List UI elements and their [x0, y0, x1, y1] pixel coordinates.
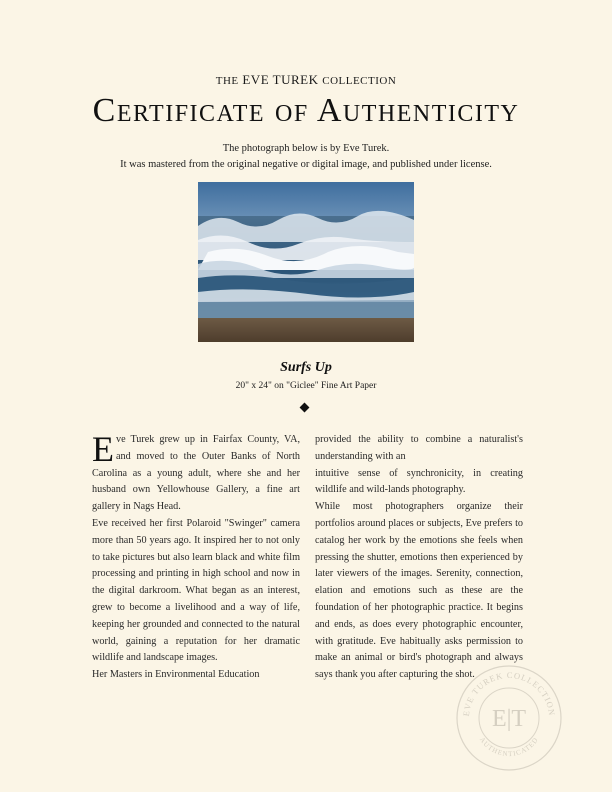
- collection-line: [0, 72, 612, 88]
- collection-suffix: COLLECTION: [322, 75, 397, 87]
- bio-left-paragraph-1: Eve Turek grew up in Fairfax County, VA, and moved to the Outer Banks of North Carolina as a young adult, where she and her husband own Yellowhouse Gallery, a fine art gallery in Nags Head.: [92, 429, 300, 513]
- seal-monogram: E|T: [491, 706, 527, 732]
- bio-right-paragraph-2: intuitive sense of synchronicity, in creating wildlife and wild-lands photography.: [315, 467, 523, 496]
- bio-right-paragraph-3: While most photographers organize their portfolios around places or subjects, Eve prefers to catalog her work by the emotions she feels when pressing the shutter, emotions then experienced by later viewers of the images. Serenity, connection, elation and emotions such as these are the foundation of her photographic practice. It begins and ends, as does every photographic encounter, with gratitude. Eve habitually asks permission to make an animal or bird's photograph and always says thank you after capturing the shot.: [315, 501, 523, 681]
- diamond-divider-icon: [300, 403, 310, 413]
- bio-right-paragraph-1: provided the ability to combine a naturalist's understanding with an: [315, 434, 523, 462]
- photo-spec: 20" x 24" on "Giclee" Fine Art Paper: [235, 381, 377, 391]
- drop-cap: E: [92, 429, 114, 469]
- certificate-title: Certificate of Authenticity: [92, 92, 520, 129]
- seal-top-text: EVE TUREK COLLECTION: [460, 669, 558, 717]
- collection-name: EVE TUREK: [242, 72, 319, 87]
- bio-left-paragraph-2: Eve received her first Polaroid "Swinger" camera more than 50 years ago. It inspired her to not only to take pictures but also learn black and white film processing and printing in high school and now in the digital darkroom. What began as an interest, grew to become a livelihood and a way of life, keeping her grounded and connected to the natural world, gaining a reputation for her dramatic wildlife and landscape images.: [92, 517, 300, 664]
- bio-left-column: [92, 429, 300, 684]
- bio-left-paragraph-3: Her Masters in Environmental Education: [92, 669, 260, 681]
- bio-right-column: [315, 432, 523, 684]
- seal-bottom-text: AUTHENTICATED: [477, 735, 541, 759]
- intro-line-1: The photograph below is by Eve Turek.: [222, 143, 390, 154]
- intro-line-2: It was mastered from the original negative or digital image, and published under license.: [120, 159, 492, 170]
- intro-text: [0, 141, 612, 173]
- surf-photograph: [198, 182, 414, 342]
- photo-title: Surfs Up: [280, 360, 332, 375]
- authentication-seal: [455, 664, 563, 772]
- collection-prefix: THE: [215, 75, 239, 87]
